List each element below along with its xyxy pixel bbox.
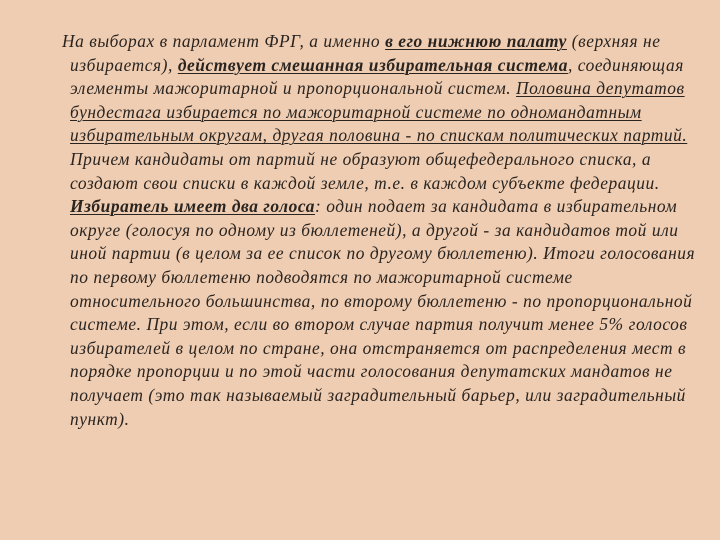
text-segment: : один подает за кандидата в избирательном округе (голосуя по одному из бюллетеней), а другой - за кандидатов той или иной партии (в целом за ее список по другому бюллетеню). Итоги голосования по первому бюллетеню подводятся по мажоритарной системе относительного большинства, по второму бюллетеню - по пропорциональной системе. При этом, если во втором случае партия получит менее 5% голосов избирателей в целом по стране, она отстраняется от распределения мест в порядке пропорции и по этой части голосования депутатских мандатов не получает (это так называемый заградительный барьер, или заградительный пункт). [70, 196, 696, 429]
text-segment-half-deputies: Половина депутатов бундестага избирается по мажоритарной системе по одномандатным избирательным округам, другая половина - по спискам политических партий. [70, 78, 688, 146]
text-segment: , соединяющая элементы мажоритарной и пропорциональной систем. [70, 54, 684, 99]
text-segment-lower-house: в его нижнюю палату [385, 31, 567, 51]
text-segment: (верхняя не избирается), [70, 31, 661, 75]
text-segment-mixed-system: действует смешанная избирательная система [177, 54, 568, 75]
text-segment: Причем кандидаты от партий не образуют общефедерального списка, а создают свои списки в каждой земле, т.е. в каждом субъекте федерации. [70, 148, 660, 193]
body-text [62, 30, 700, 431]
text-segment: На выборах в парламент ФРГ, а именно [62, 31, 386, 51]
text-segment-two-votes: Избиратель имеет два голоса [70, 196, 315, 217]
